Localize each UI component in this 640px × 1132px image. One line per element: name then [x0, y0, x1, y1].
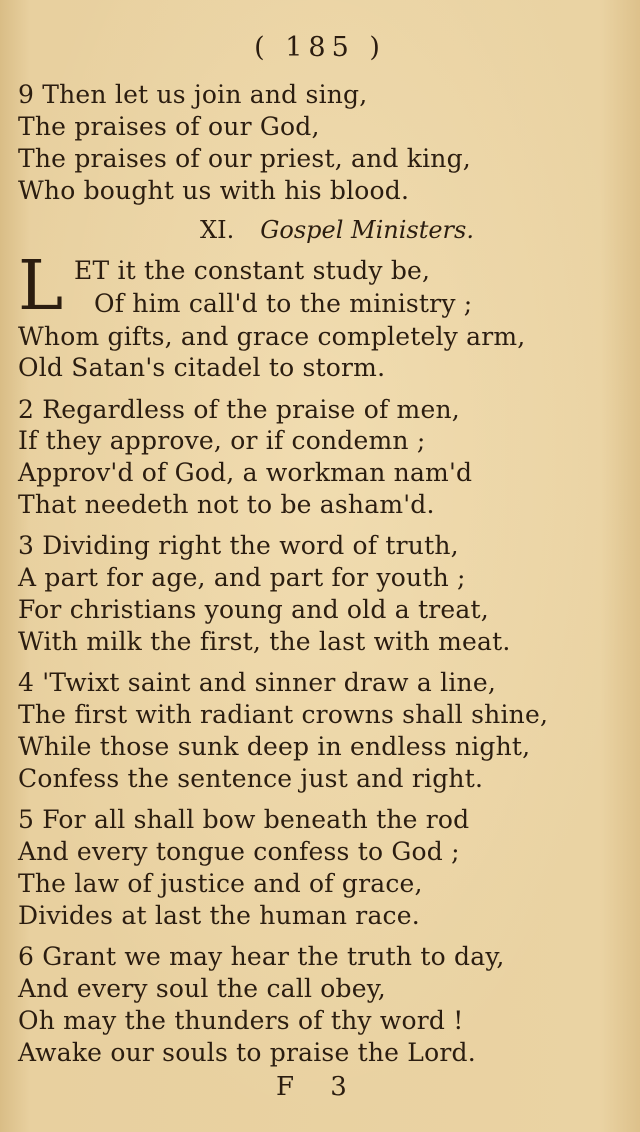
verse-line: And every soul the call obey,: [18, 974, 386, 1003]
verse-line: Whom gifts, and grace completely arm,: [18, 322, 526, 351]
verse-line: Divides at last the human race.: [18, 901, 420, 930]
verse-line: If they approve, or if condemn ;: [18, 426, 426, 455]
verse-line: 9 Then let us join and sing,: [18, 80, 368, 109]
verse-line: With milk the first, the last with meat.: [18, 627, 511, 656]
hymn-number: XI.: [200, 216, 235, 244]
verse-line: Awake our souls to praise the Lord.: [18, 1038, 476, 1067]
verse-line: Old Satan's citadel to storm.: [18, 353, 386, 382]
verse-line: Confess the sentence just and right.: [18, 764, 484, 793]
verse-line: The praises of our priest, and king,: [18, 144, 471, 173]
hymn-title: Gospel Ministers.: [260, 216, 474, 244]
verse-line: For christians young and old a treat,: [18, 595, 489, 624]
verse-line: Approv'd of God, a workman nam'd: [18, 458, 473, 487]
verse-line: The praises of our God,: [18, 112, 320, 141]
hymn-heading: [200, 216, 474, 244]
verse-line: 5 For all shall bow beneath the rod: [18, 805, 470, 834]
verse-line: Of him call'd to the ministry ;: [94, 289, 473, 318]
verse-line: Who bought us with his blood.: [18, 176, 410, 205]
verse-line: Oh may the thunders of thy word !: [18, 1006, 464, 1035]
verse-line: A part for age, and part for youth ;: [18, 563, 466, 592]
drop-cap: L: [18, 247, 64, 326]
verse-line: ET it the constant study be,: [74, 256, 431, 285]
verse-line: The law of justice and of grace,: [18, 869, 423, 898]
verse-line: 4 'Twixt saint and sinner draw a line,: [18, 668, 496, 697]
verse-line: 2 Regardless of the praise of men,: [18, 395, 460, 424]
verse-line: While those sunk deep in endless night,: [18, 732, 531, 761]
verse-line: The first with radiant crowns shall shine,: [18, 700, 549, 729]
verse-line: And every tongue confess to God ;: [18, 837, 460, 866]
signature-mark: F 3: [276, 1072, 361, 1102]
page-number: ( 185 ): [254, 32, 386, 63]
verse-line: 6 Grant we may hear the truth to day,: [18, 942, 505, 971]
verse-line: 3 Dividing right the word of truth,: [18, 531, 459, 560]
verse-line: That needeth not to be asham'd.: [18, 490, 435, 519]
